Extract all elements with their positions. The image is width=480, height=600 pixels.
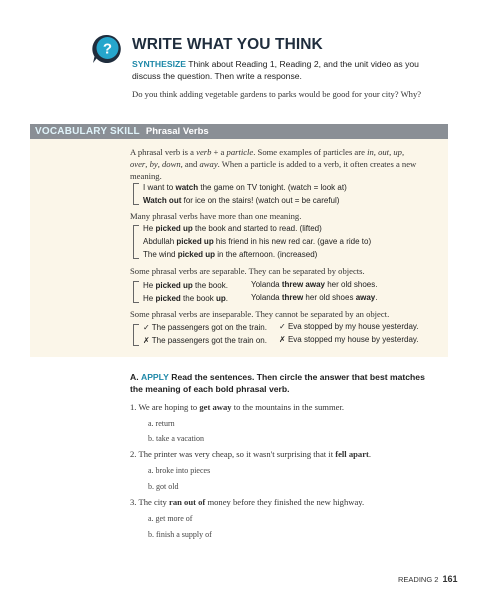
check-mark-icon: ✓ — [143, 323, 150, 332]
svg-text:?: ? — [102, 40, 113, 58]
answer-option[interactable]: b. take a vacation — [148, 434, 204, 443]
page-footer — [398, 574, 457, 584]
section-name: READING 2 — [398, 575, 439, 584]
example-bracket — [133, 183, 139, 205]
example-sentence: Yolanda threw her old shoes away. — [251, 293, 378, 302]
vocab-rule: Many phrasal verbs have more than one meaning. — [130, 211, 302, 221]
example-sentence: He picked up the book and started to read. (lifted) — [143, 224, 322, 233]
answer-option[interactable]: b. finish a supply of — [148, 530, 212, 539]
answer-option[interactable]: a. get more of — [148, 514, 193, 523]
example-sentence: ✓ Eva stopped by my house yesterday. — [279, 322, 419, 331]
example-bracket — [133, 281, 139, 303]
example-sentence: He picked up the book. — [143, 281, 228, 290]
example-bracket — [133, 324, 139, 346]
example-sentence: He picked the book up. — [143, 294, 228, 303]
vocab-rule: Some phrasal verbs are separable. They can be separated by objects. — [130, 266, 365, 276]
question-bubble-icon — [92, 34, 122, 64]
page-number: 161 — [442, 574, 458, 584]
answer-option[interactable]: b. got old — [148, 482, 179, 491]
cross-mark-icon: ✗ — [279, 335, 286, 344]
vocabulary-skill-bar — [30, 124, 448, 139]
section-title: WRITE WHAT YOU THINK — [132, 36, 323, 53]
question-item: 2. The printer was very cheap, so it wasn't surprising that it fell apart. — [130, 449, 372, 459]
answer-option[interactable]: a. return — [148, 419, 175, 428]
example-sentence: ✓ The passengers got on the train. — [143, 323, 267, 332]
discussion-question: Do you think adding vegetable gardens to parks would be good for your city? Why? — [132, 89, 422, 99]
example-sentence: The wind picked up in the afternoon. (increased) — [143, 250, 318, 259]
vocabulary-skill-title: Phrasal Verbs — [145, 126, 209, 137]
example-sentence: ✗ Eva stopped my house by yesterday. — [279, 335, 419, 344]
activity-instructions: A. APPLY Read the sentences. Then circle the answer that best matches the meaning of each bold phrasal verb. — [130, 372, 425, 394]
vocabulary-skill-label: VOCABULARY SKILL — [35, 126, 140, 137]
synthesize-label: SYNTHESIZE — [132, 59, 186, 69]
question-item: 1. We are hoping to get away to the mountains in the summer. — [130, 402, 344, 412]
answer-option[interactable]: a. broke into pieces — [148, 466, 211, 475]
example-sentence: Abdullah picked up his friend in his new red car. (gave a ride to) — [143, 237, 372, 246]
example-sentence: I want to watch the game on TV tonight. (watch = look at) — [143, 183, 347, 192]
synthesize-instructions — [132, 58, 432, 82]
example-sentence: Watch out for ice on the stairs! (watch out = be careful) — [143, 196, 340, 205]
example-sentence: ✗ The passengers got the train on. — [143, 336, 267, 345]
cross-mark-icon: ✗ — [143, 336, 150, 345]
vocab-rule: Some phrasal verbs are inseparable. They cannot be separated by an object. — [130, 309, 390, 319]
example-bracket — [133, 225, 139, 259]
example-sentence: Yolanda threw away her old shoes. — [251, 280, 378, 289]
question-item: 3. The city ran out of money before they finished the new highway. — [130, 497, 365, 507]
phrasal-verb-definition: A phrasal verb is a verb + a particle. Some examples of particles are in, out, up, over, by, down, and away. When a particle is added to a verb, it often creates a new meaning. — [130, 147, 417, 181]
check-mark-icon: ✓ — [279, 322, 286, 331]
apply-label: APPLY — [140, 372, 169, 382]
synthesize-text: Think about Reading 1, Reading 2, and the unit video as you discuss the question. Then write a response. — [132, 59, 419, 81]
